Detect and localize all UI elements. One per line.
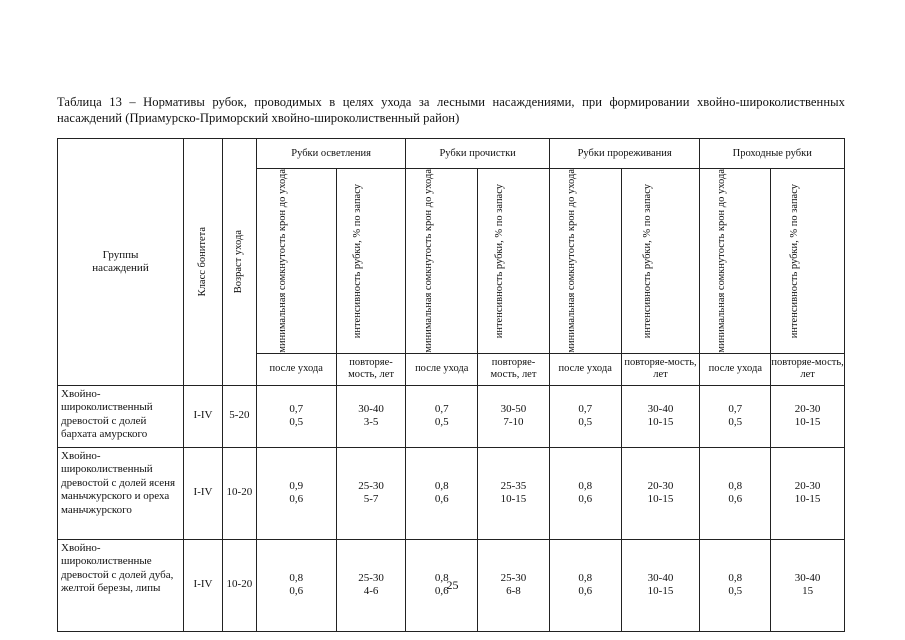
header-bonitet: Класс бонитета [184,139,223,386]
cell-intensity-1: 25-30 5-7 [336,447,406,539]
header-after-4: после ухода [700,353,771,385]
header-repeat-4: повторяе-мость, лет [771,353,845,385]
cell-closure-3: 0,7 0,5 [549,385,621,447]
header-after-2: после ухода [406,353,478,385]
cell-intensity-2: 30-50 7-10 [478,385,550,447]
cell-closure-2: 0,8 0,6 [406,539,478,631]
group-name: Хвойно-широколиственный древостой с долей ясеня маньчжурского и ореха маньчжурского [58,447,184,539]
bonitet-value: I-IV [184,539,223,631]
cell-intensity-2: 25-35 10-15 [478,447,550,539]
cell-closure-4: 0,8 0,5 [700,539,771,631]
table-row [58,385,845,447]
header-cut-1: Рубки осветления [256,139,406,169]
age-value: 10-20 [222,447,256,539]
cell-intensity-1: 30-40 3-5 [336,385,406,447]
bonitet-value: I-IV [184,447,223,539]
cell-intensity-4: 30-40 15 [771,539,845,631]
group-name: Хвойно-широколиственные древостой с долей дуба, желтой березы, липы [58,539,184,631]
header-intensity-4: интенсивность рубки, % по запасу [771,169,845,354]
cell-intensity-4: 20-30 10-15 [771,385,845,447]
header-repeat-2: повторяе-мость, лет [478,353,550,385]
header-intensity-1: интенсивность рубки, % по запасу [336,169,406,354]
cell-closure-1: 0,8 0,6 [256,539,336,631]
header-cut-4: Проходные рубки [700,139,845,169]
cell-intensity-1: 25-30 4-6 [336,539,406,631]
header-cut-2: Рубки прочистки [406,139,549,169]
header-intensity-3: интенсивность рубки, % по запасу [621,169,700,354]
cell-closure-4: 0,7 0,5 [700,385,771,447]
cell-closure-2: 0,8 0,6 [406,447,478,539]
bonitet-value: I-IV [184,385,223,447]
header-after-1: после ухода [256,353,336,385]
cell-closure-4: 0,8 0,6 [700,447,771,539]
cell-closure-2: 0,7 0,5 [406,385,478,447]
header-intensity-2: интенсивность рубки, % по запасу [478,169,550,354]
header-min-closure-3: минимальная сомкнутость крон до ухода [549,169,621,354]
cell-intensity-4: 20-30 10-15 [771,447,845,539]
cell-closure-3: 0,8 0,6 [549,539,621,631]
header-after-3: после ухода [549,353,621,385]
page-number: 25 [446,578,459,592]
header-min-closure-4: минимальная сомкнутость крон до ухода [700,169,771,354]
cell-intensity-3: 30-40 10-15 [621,539,700,631]
cell-closure-1: 0,7 0,5 [256,385,336,447]
header-repeat-3: повторяе-мость, лет [621,353,700,385]
header-repeat-1: повторяе-мость, лет [336,353,406,385]
age-value: 10-20 [222,539,256,631]
cell-intensity-2: 25-30 6-8 [478,539,550,631]
table-row [58,447,845,539]
header-min-closure-2: минимальная сомкнутость крон до ухода [406,169,478,354]
header-age: Возраст ухода [222,139,256,386]
header-cut-3: Рубки прореживания [549,139,700,169]
header-groups: Группы насаждений [58,139,184,386]
table-caption: Таблица 13 – Нормативы рубок, проводимых в целях ухода за лесными насаждениями, при формировании хвойно-широколиственных насаждений (Приамурско-Приморский хвойно-широколиственный район) [57,95,845,125]
age-value: 5-20 [222,385,256,447]
cell-closure-3: 0,8 0,6 [549,447,621,539]
header-min-closure-1: минимальная сомкнутость крон до ухода [256,169,336,354]
logging-norms-table [57,138,845,632]
cell-intensity-3: 20-30 10-15 [621,447,700,539]
cell-closure-1: 0,9 0,6 [256,447,336,539]
group-name: Хвойно-широколиственный древостой с долей бархата амурского [58,385,184,447]
cell-intensity-3: 30-40 10-15 [621,385,700,447]
